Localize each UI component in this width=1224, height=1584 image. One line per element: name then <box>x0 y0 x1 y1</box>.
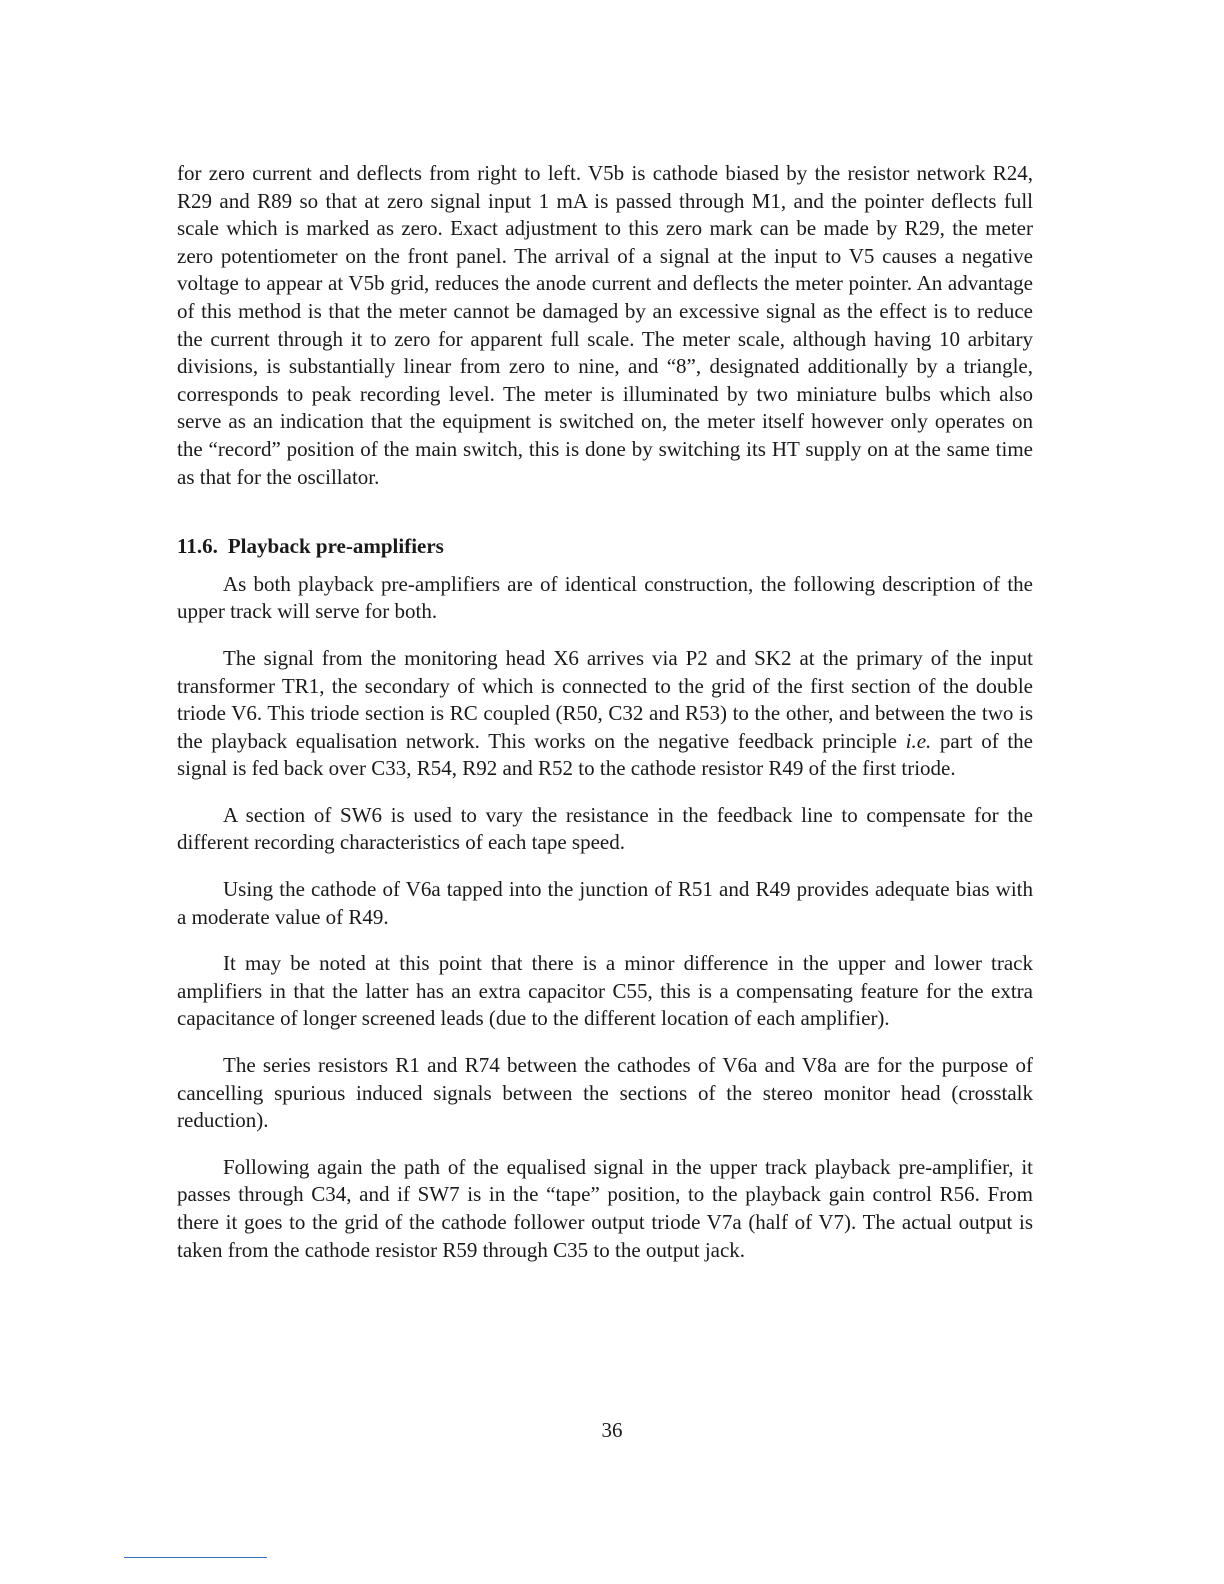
paragraph: The signal from the monitoring head X6 arrives via P2 and SK2 at the primary of the input transformer TR1, the secondary of which is connected to the grid of the first section of the double triode V6. This triode section is RC coupled (R50, C32 and R53) to the other, and between the two is the playback equalisation network. This works on the negative feedback principle i.e. part of the signal is fed back over C33, R54, R92 and R52 to the cathode resistor R49 of the first triode. <box>177 645 1034 781</box>
paragraph: It may be noted at this point that there is a minor difference in the upper and lower track amplifiers in that the latter has an extra capacitor C55, this is a compensating feature for the extra capacitance of longer screened leads (due to the different location of each amplifier). <box>177 951 1033 1031</box>
footnote-rule <box>124 1557 267 1558</box>
paragraph: Using the cathode of V6a tapped into the junction of R51 and R49 provides adequate bias with a moderate value of R49. <box>177 877 1033 929</box>
paragraph: A section of SW6 is used to vary the resistance in the feedback line to compensate for the different recording characteristics of each tape speed. <box>177 802 1033 855</box>
paragraph: As both playback pre-amplifiers are of identical construction, the following description of the upper track will serve for both. <box>177 571 1033 624</box>
section-heading <box>177 533 1033 561</box>
paragraph: Following again the path of the equalised signal in the upper track playback pre-amplifier, it passes through C34, and if SW7 is in the “tape” position, to the playback gain control R56. From there it goes to the grid of the cathode follower output triode V7a (half of V7). The actual output is taken from the cathode resistor R59 through C35 to the output jack. <box>177 1154 1033 1262</box>
paragraph: The series resistors R1 and R74 between the cathodes of V6a and V8a are for the purpose of cancelling spurious induced signals between the sections of the stereo monitor head (crosstalk reduction). <box>177 1053 1033 1133</box>
section-title: Playback pre-amplifiers <box>227 534 444 559</box>
paragraph-continuation: for zero current and deflects from right to left. V5b is cathode biased by the resistor network R24, R29 and R89 so that at zero signal input 1 mA is passed through M1, and the pointer deflects full scale which is marked as zero. Exact adjustment to this zero mark can be made by R29, the meter zero potentiometer on the front panel. The arrival of a signal at the input to V5 causes a negative voltage to appear at V5b grid, reduces the anode current and deflects the meter pointer. An advantage of this method is that the meter cannot be damaged by an excessive signal as the effect is to reduce the current through it to zero for apparent full scale. The meter scale, although having 10 arbitary divisions, is substantially linear from zero to nine, and “8”, designated additionally by a triangle, corresponds to peak recording level. The meter is illuminated by two miniature bulbs which also serve as an indication that the equipment is switched on, the meter itself however only operates on the “record” position of the main switch, this is done by switching its HT supply on at the same time as that for the oscillator. <box>177 161 1033 489</box>
italic-term: i.e. <box>905 728 932 753</box>
section-number: 11.6. <box>177 534 218 559</box>
page-body <box>177 160 1033 1283</box>
page-number: 36 <box>601 1418 623 1442</box>
